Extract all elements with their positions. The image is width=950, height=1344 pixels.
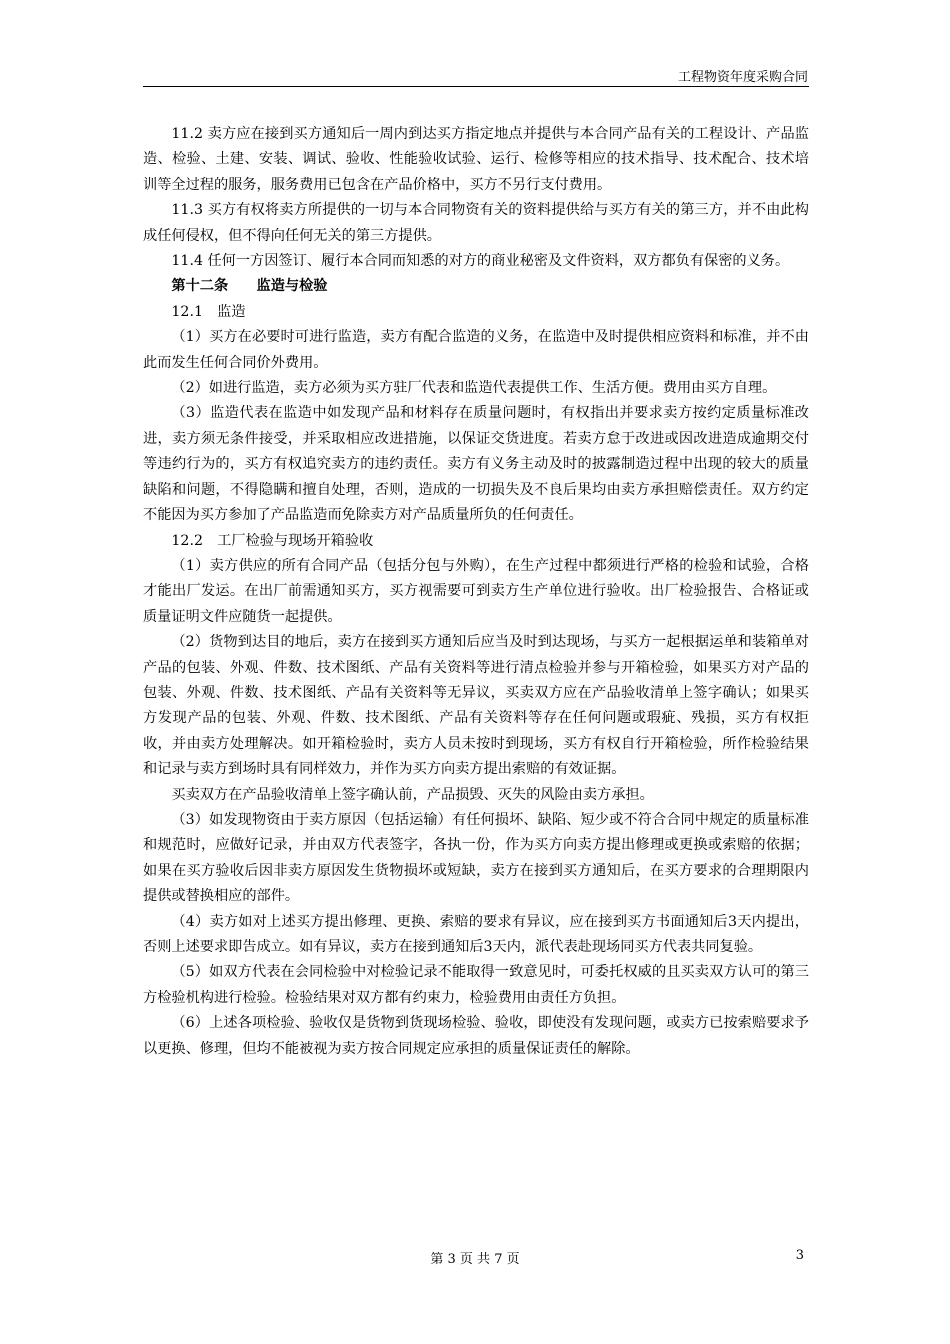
clause-11-2: 11.2 卖方应在接到买方通知后一周内到达买方指定地点并提供与本合同产品有关的工程设计、产品监造、检验、土建、安装、调试、验收、性能验收试验、运行、检修等相应的技术指导、技术配合、技术培训等全过程的服务，服务费用已包含在产品价格中，买方不另行支付费用。 — [143, 126, 809, 193]
article-12-heading: 第十二条 监造与检验 — [171, 278, 328, 295]
header-rule — [143, 86, 809, 87]
document-body — [143, 122, 809, 1062]
page-header-title: 工程物资年度采购合同 — [677, 70, 808, 85]
section-12-2-title: 12.2 工厂检验与现场开箱验收 — [171, 532, 374, 549]
item-12-1-2: （2）如进行监造，卖方必须为买方驻厂代表和监造代表提供工作、生活方便。费用由买方自理。 — [171, 380, 777, 397]
footer-page-count: 第 3 页 共 7 页 — [430, 1252, 520, 1267]
item-12-2-1: （1）卖方供应的所有合同产品（包括分包与外购），在生产过程中都须进行严格的检验和试验，合格才能出厂发运。在出厂前需通知买方，买方视需要可到卖方生产单位进行验收。出厂检验报告、合格证或质量证明文件应随货一起提供。 — [143, 557, 809, 625]
footer-page-number: 3 — [795, 1248, 804, 1263]
item-12-2-4: （4）卖方如对上述买方提出修理、更换、索赔的要求有异议，应在接到买方书面通知后3天内提出，否则上述要求即告成立。如有异议，卖方在接到通知后3天内，派代表赴现场同买方代表共同复验。 — [143, 913, 809, 955]
clause-11-4: 11.4 任何一方因签订、履行本合同而知悉的对方的商业秘密及文件资料，双方都负有保密的义务。 — [171, 253, 790, 270]
item-12-2-5: （5）如双方代表在会同检验中对检验记录不能取得一致意见时，可委托权威的且买卖双方认可的第三方检验机构进行检验。检验结果对双方都有约束力，检验费用由责任方负担。 — [143, 964, 809, 1006]
risk-transfer-paragraph: 买卖双方在产品验收清单上签字确认前，产品损毁、灭失的风险由卖方承担。 — [171, 786, 654, 803]
section-12-1-title: 12.1 监造 — [171, 303, 246, 320]
item-12-1-3: （3）监造代表在监造中如发现产品和材料存在质量问题时，有权指出并要求卖方按约定质量标准改进，卖方须无条件接受，并采取相应改进措施，以保证交货进度。若卖方怠于改进或因改进造成逾期交付等违约行为的，买方有权追究卖方的违约责任。卖方有义务主动及时的披露制造过程中出现的较大的质量缺陷和问题，不得隐瞒和擅自处理，否则，造成的一切损失及不良后果均由卖方承担赔偿责任。双方约定不能因为买方参加了产品监造而免除卖方对产品质量所负的任何责任。 — [143, 405, 809, 524]
item-12-1-1: （1）买方在必要时可进行监造，卖方有配合监造的义务，在监造中及时提供相应资料和标准，并不由此而发生任何合同价外费用。 — [143, 329, 809, 371]
item-12-2-6: （6）上述各项检验、验收仅是货物到货现场检验、验收，即使没有发现问题，或卖方已按索赔要求予以更换、修理，但均不能被视为卖方按合同规定应承担的质量保证责任的解除。 — [143, 1015, 809, 1057]
item-12-2-3: （3）如发现物资由于卖方原因（包括运输）有任何损坏、缺陷、短少或不符合合同中规定的质量标准和规范时，应做好记录，并由双方代表签字，各执一份，作为买方向卖方提出修理或更换或索赔的依据；如果在买方验收后因非卖方原因发生货物损坏或短缺，卖方在接到买方通知后，在买方要求的合理期限内提供或替换相应的部件。 — [143, 811, 809, 905]
item-12-2-2: （2）货物到达目的地后，卖方在接到买方通知后应当及时到达现场，与买方一起根据运单和装箱单对产品的包装、外观、件数、技术图纸、产品有关资料等进行清点检验并参与开箱检验，如果买方对产品的包装、外观、件数、技术图纸、产品有关资料等无异议，买卖双方应在产品验收清单上签字确认；如果买方发现产品的包装、外观、件数、技术图纸、产品有关资料等存在任何问题或瑕疵、残损，买方有权拒收，并由卖方处理解决。如开箱检验时，卖方人员未按时到现场，买方有权自行开箱检验，所作检验结果和记录与卖方到场时具有同样效力，并作为买方向卖方提出索赔的有效证据。 — [143, 634, 809, 778]
clause-11-3: 11.3 买方有权将卖方所提供的一切与本合同物资有关的资料提供给与买方有关的第三方，并不由此构成任何侵权，但不得向任何无关的第三方提供。 — [143, 202, 809, 244]
